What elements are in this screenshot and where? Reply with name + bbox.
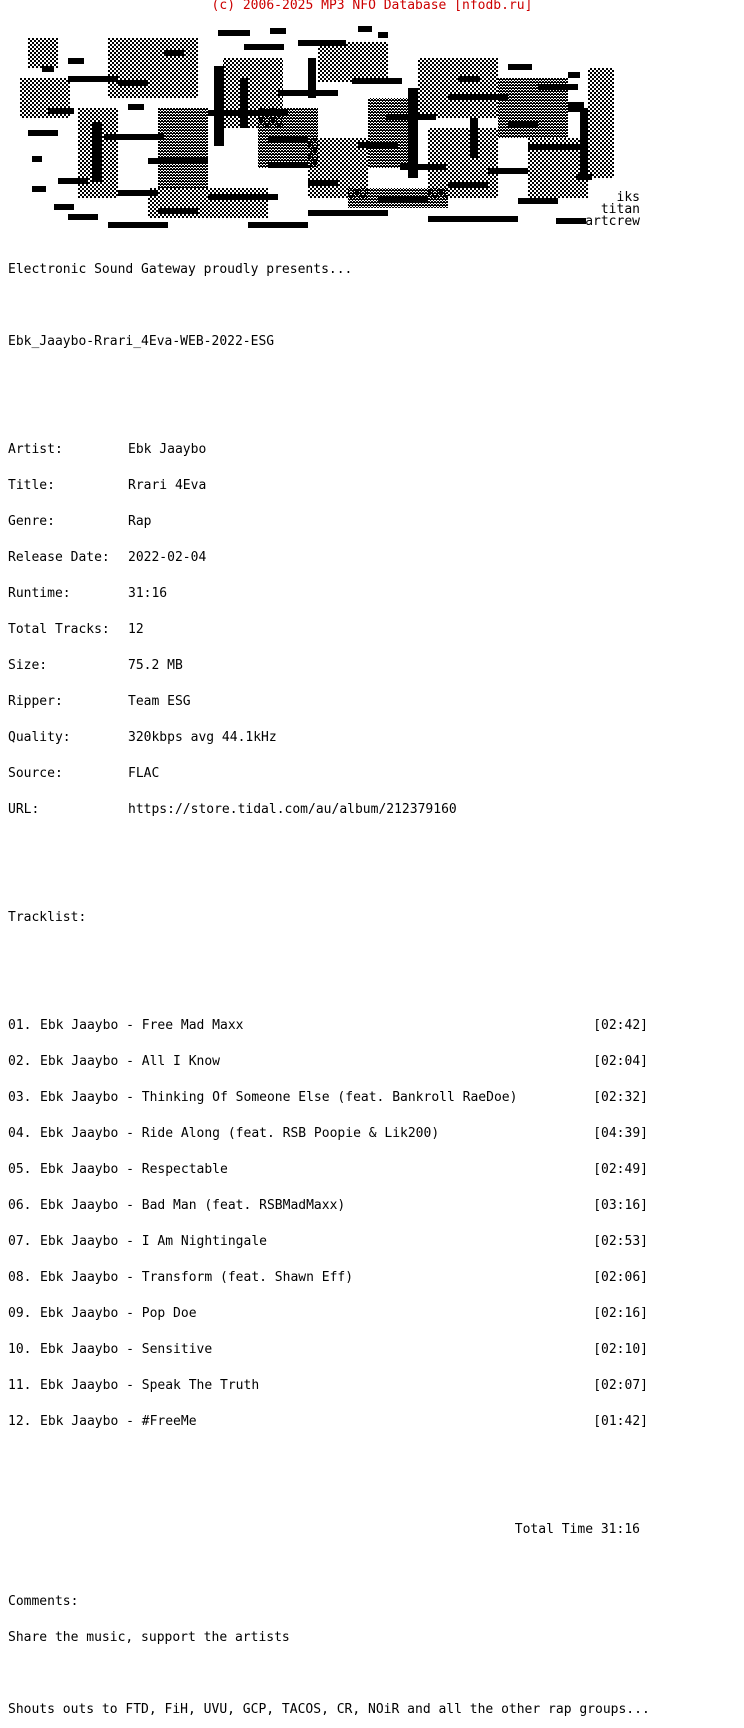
info-row-url	[8, 804, 708, 816]
intro-line: Electronic Sound Gateway proudly presents...	[8, 262, 353, 277]
track-duration: [02:42]	[593, 1018, 648, 1033]
info-row-genre	[8, 516, 708, 528]
track-number: 03.	[8, 1090, 32, 1105]
info-value: Rrari 4Eva	[128, 478, 207, 493]
info-row-total-tracks	[8, 624, 708, 636]
track-number: 10.	[8, 1342, 32, 1357]
info-value: 31:16	[128, 586, 168, 601]
track-number: 05.	[8, 1162, 32, 1177]
track-row	[8, 1164, 648, 1176]
release-info-block	[8, 420, 708, 840]
info-label: Genre:	[8, 514, 55, 529]
track-title: Ebk Jaaybo - Speak The Truth	[40, 1378, 260, 1393]
track-row	[8, 1236, 648, 1248]
track-row	[8, 1128, 648, 1140]
track-duration: [03:16]	[593, 1198, 648, 1213]
info-value: 75.2 MB	[128, 658, 183, 673]
track-row	[8, 1056, 648, 1068]
info-value: FLAC	[128, 766, 160, 781]
info-value: 320kbps avg 44.1kHz	[128, 730, 277, 745]
art-credit-iks: iks	[616, 190, 640, 205]
info-row-title	[8, 480, 708, 492]
track-row	[8, 1092, 648, 1104]
tracklist-heading: Tracklist:	[8, 910, 87, 925]
track-duration: [02:53]	[593, 1234, 648, 1249]
track-title: Ebk Jaaybo - Bad Man (feat. RSBMadMaxx)	[40, 1198, 346, 1213]
track-row	[8, 1344, 648, 1356]
info-label: Total Tracks:	[8, 622, 110, 637]
track-title: Ebk Jaaybo - Sensitive	[40, 1342, 213, 1357]
track-title: Ebk Jaaybo - #FreeMe	[40, 1414, 197, 1429]
info-row-quality	[8, 732, 708, 744]
track-row	[8, 1416, 648, 1428]
tracklist	[8, 996, 708, 1452]
info-label: Title:	[8, 478, 55, 493]
track-number: 02.	[8, 1054, 32, 1069]
info-row-source	[8, 768, 708, 780]
track-row	[8, 1020, 648, 1032]
info-label: URL:	[8, 802, 40, 817]
track-duration: [02:16]	[593, 1306, 648, 1321]
track-title: Ebk Jaaybo - Thinking Of Someone Else (feat. Bankroll RaeDoe)	[40, 1090, 518, 1105]
track-title: Ebk Jaaybo - Respectable	[40, 1162, 228, 1177]
track-number: 11.	[8, 1378, 32, 1393]
track-row	[8, 1200, 648, 1212]
track-number: 07.	[8, 1234, 32, 1249]
track-title: Ebk Jaaybo - I Am Nightingale	[40, 1234, 267, 1249]
track-number: 06.	[8, 1198, 32, 1213]
track-row	[8, 1308, 648, 1320]
track-number: 09.	[8, 1306, 32, 1321]
track-title: Ebk Jaaybo - Transform (feat. Shawn Eff)	[40, 1270, 354, 1285]
comments-heading: Comments:	[8, 1594, 79, 1609]
info-label: Ripper:	[8, 694, 63, 709]
info-url-value: https://store.tidal.com/au/album/212379160	[128, 802, 457, 817]
track-number: 12.	[8, 1414, 32, 1429]
info-value: 2022-02-04	[128, 550, 207, 565]
total-time-text: Total Time 31:16	[514, 1522, 640, 1537]
info-value: 12	[128, 622, 144, 637]
track-duration: [02:04]	[593, 1054, 648, 1069]
total-time	[8, 1524, 640, 1536]
track-number: 08.	[8, 1270, 32, 1285]
track-title: Ebk Jaaybo - All I Know	[40, 1054, 221, 1069]
info-label: Artist:	[8, 442, 63, 457]
track-row	[8, 1272, 648, 1284]
track-duration: [02:32]	[593, 1090, 648, 1105]
track-number: 01.	[8, 1018, 32, 1033]
info-label: Size:	[8, 658, 48, 673]
info-label: Runtime:	[8, 586, 71, 601]
shouts-text: Shouts outs to FTD, FiH, UVU, GCP, TACOS, CR, NOiR and all the other rap groups...	[8, 1702, 650, 1717]
track-duration: [02:49]	[593, 1162, 648, 1177]
info-label: Source:	[8, 766, 63, 781]
track-title: Ebk Jaaybo - Free Mad Maxx	[40, 1018, 244, 1033]
track-duration: [02:07]	[593, 1378, 648, 1393]
track-duration: [04:39]	[593, 1126, 648, 1141]
esg-ascii-art-logo	[8, 18, 648, 230]
info-row-release-date	[8, 552, 708, 564]
info-row-artist	[8, 444, 708, 456]
track-row	[8, 1380, 648, 1392]
track-title: Ebk Jaaybo - Ride Along (feat. RSB Poopie & Lik200)	[40, 1126, 440, 1141]
info-row-ripper	[8, 696, 708, 708]
info-value: Team ESG	[128, 694, 191, 709]
track-duration: [02:10]	[593, 1342, 648, 1357]
track-duration: [02:06]	[593, 1270, 648, 1285]
release-name: Ebk_Jaaybo-Rrari_4Eva-WEB-2022-ESG	[8, 334, 275, 349]
track-number: 04.	[8, 1126, 32, 1141]
info-value: Rap	[128, 514, 152, 529]
info-row-size	[8, 660, 708, 672]
info-label: Quality:	[8, 730, 71, 745]
track-title: Ebk Jaaybo - Pop Doe	[40, 1306, 197, 1321]
track-duration: [01:42]	[593, 1414, 648, 1429]
nfodb-banner: (c) 2006-2025 MP3 NFO Database [nfodb.ru]	[211, 0, 533, 13]
art-credit-titan: titan	[600, 202, 640, 217]
art-credit-artcrew: artcrew	[585, 214, 640, 229]
nfo-content	[8, 240, 708, 1728]
info-row-runtime	[8, 588, 708, 600]
comments-text: Share the music, support the artists	[8, 1630, 290, 1645]
info-label: Release Date:	[8, 550, 110, 565]
info-value: Ebk Jaaybo	[128, 442, 207, 457]
